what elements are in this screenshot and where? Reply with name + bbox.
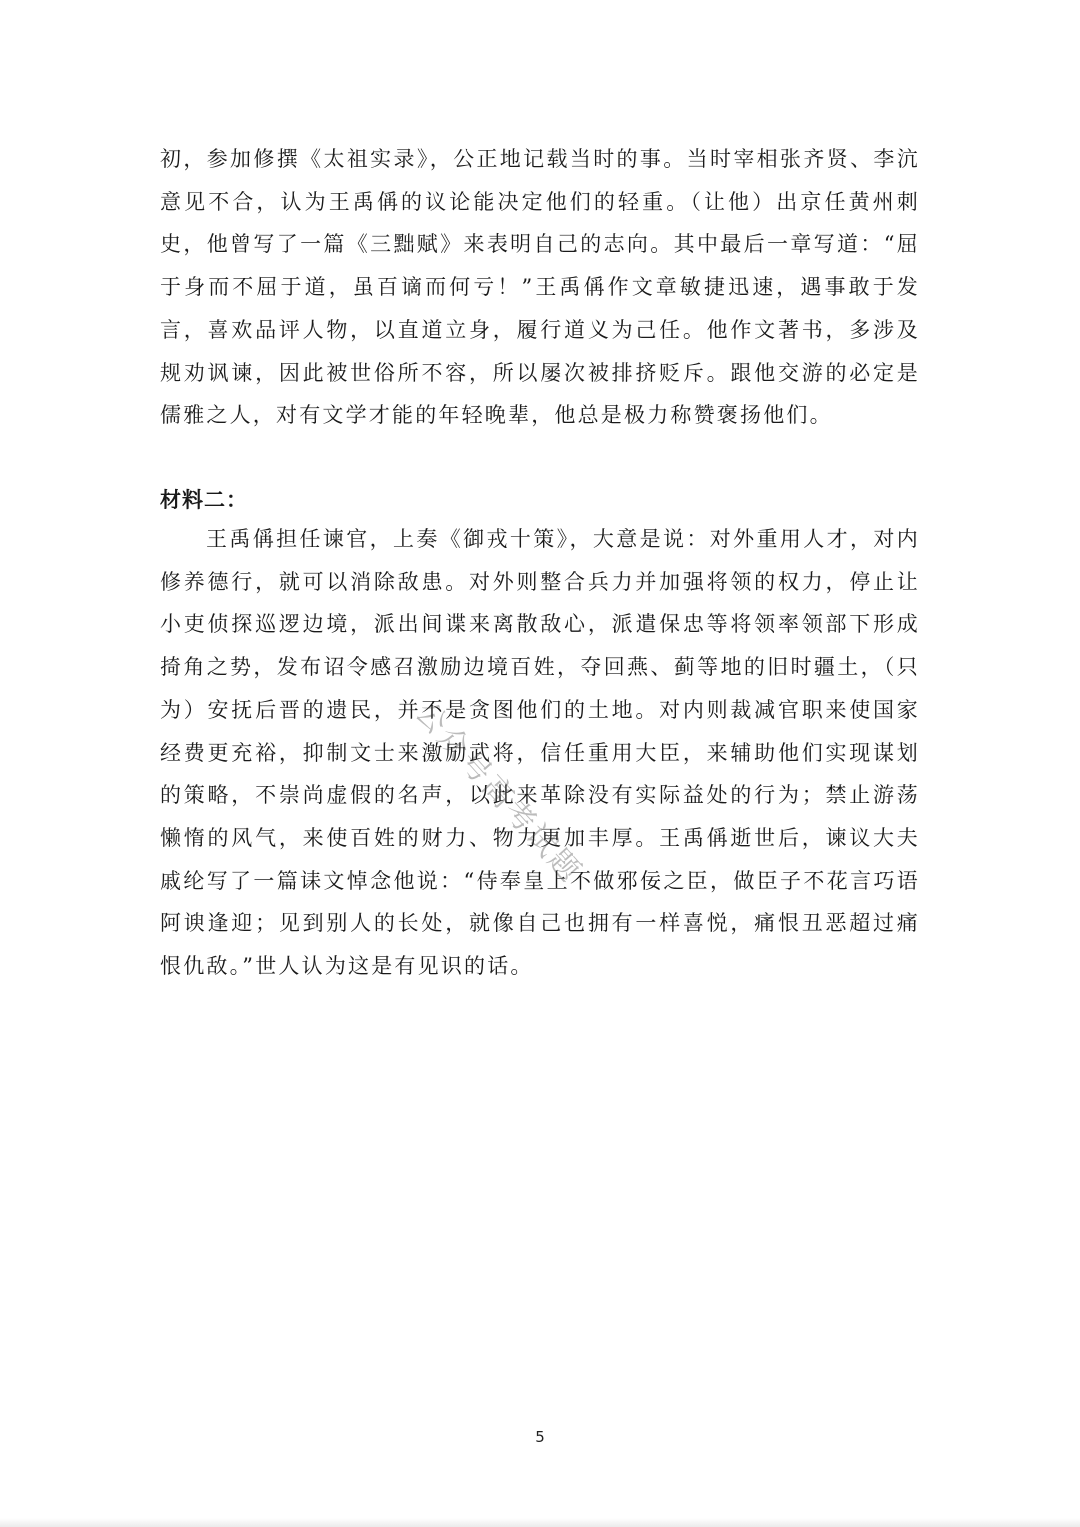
body-paragraph-2: 王禹偁担任谏官，上奏《御戎十策》，大意是说：对外重用人才，对内修养德行，就可以消除敌患。对外则整合兵力并加强将领的权力，停止让小吏侦探巡逻边境，派出间谍来离散敌心，派遣保忠等将领率领部下形成掎角之势，发布诏令感召激励边境百姓，夺回燕、蓟等地的旧时疆土，（只为）安抚后晋的遗民，并不是贪图他们的土地。对内则裁减官职来使国家经费更充裕，抑制文士来激励武将，信任重用大臣，来辅助他们实现谋划的策略，不崇尚虚假的名声，以此来革除没有实际益处的行为；禁止游荡懒惰的风气，来使百姓的财力、物力更加丰厚。王禹偁逝世后，谏议大夫戚纶写了一篇诔文悼念他说：“侍奉皇上不做邪佞之臣，做臣子不花言巧语阿谀逢迎；见到别人的长处，就像自己也拥有一样喜悦，痛恨丑恶超过痛恨仇敌。”世人认为这是有见识的话。 xyxy=(160,527,920,979)
page-number: 5 xyxy=(535,1428,545,1446)
body-paragraph-1: 初，参加修撰《太祖实录》，公正地记载当时的事。当时宰相张齐贤、李沆意见不合，认为王禹偁的议论能决定他们的轻重。（让他）出京任黄州刺史，他曾写了一篇《三黜赋》来表明自己的志向。其中最后一章写道：“屈于身而不屈于道，虽百谪而何亏！”王禹偁作文章敏捷迅速，遇事敢于发言，喜欢品评人物，以直道立身，履行道义为己任。他作文著书，多涉及规劝讽谏，因此被世俗所不容，所以屡次被排挤贬斥。跟他交游的必定是儒雅之人，对有文学才能的年轻晚辈，他总是极力称赞褒扬他们。 xyxy=(160,147,920,428)
page-bottom-edge xyxy=(0,1518,1080,1527)
section-heading: 材料二： xyxy=(160,488,248,512)
watermark: 公众号高考试题 xyxy=(408,695,589,891)
